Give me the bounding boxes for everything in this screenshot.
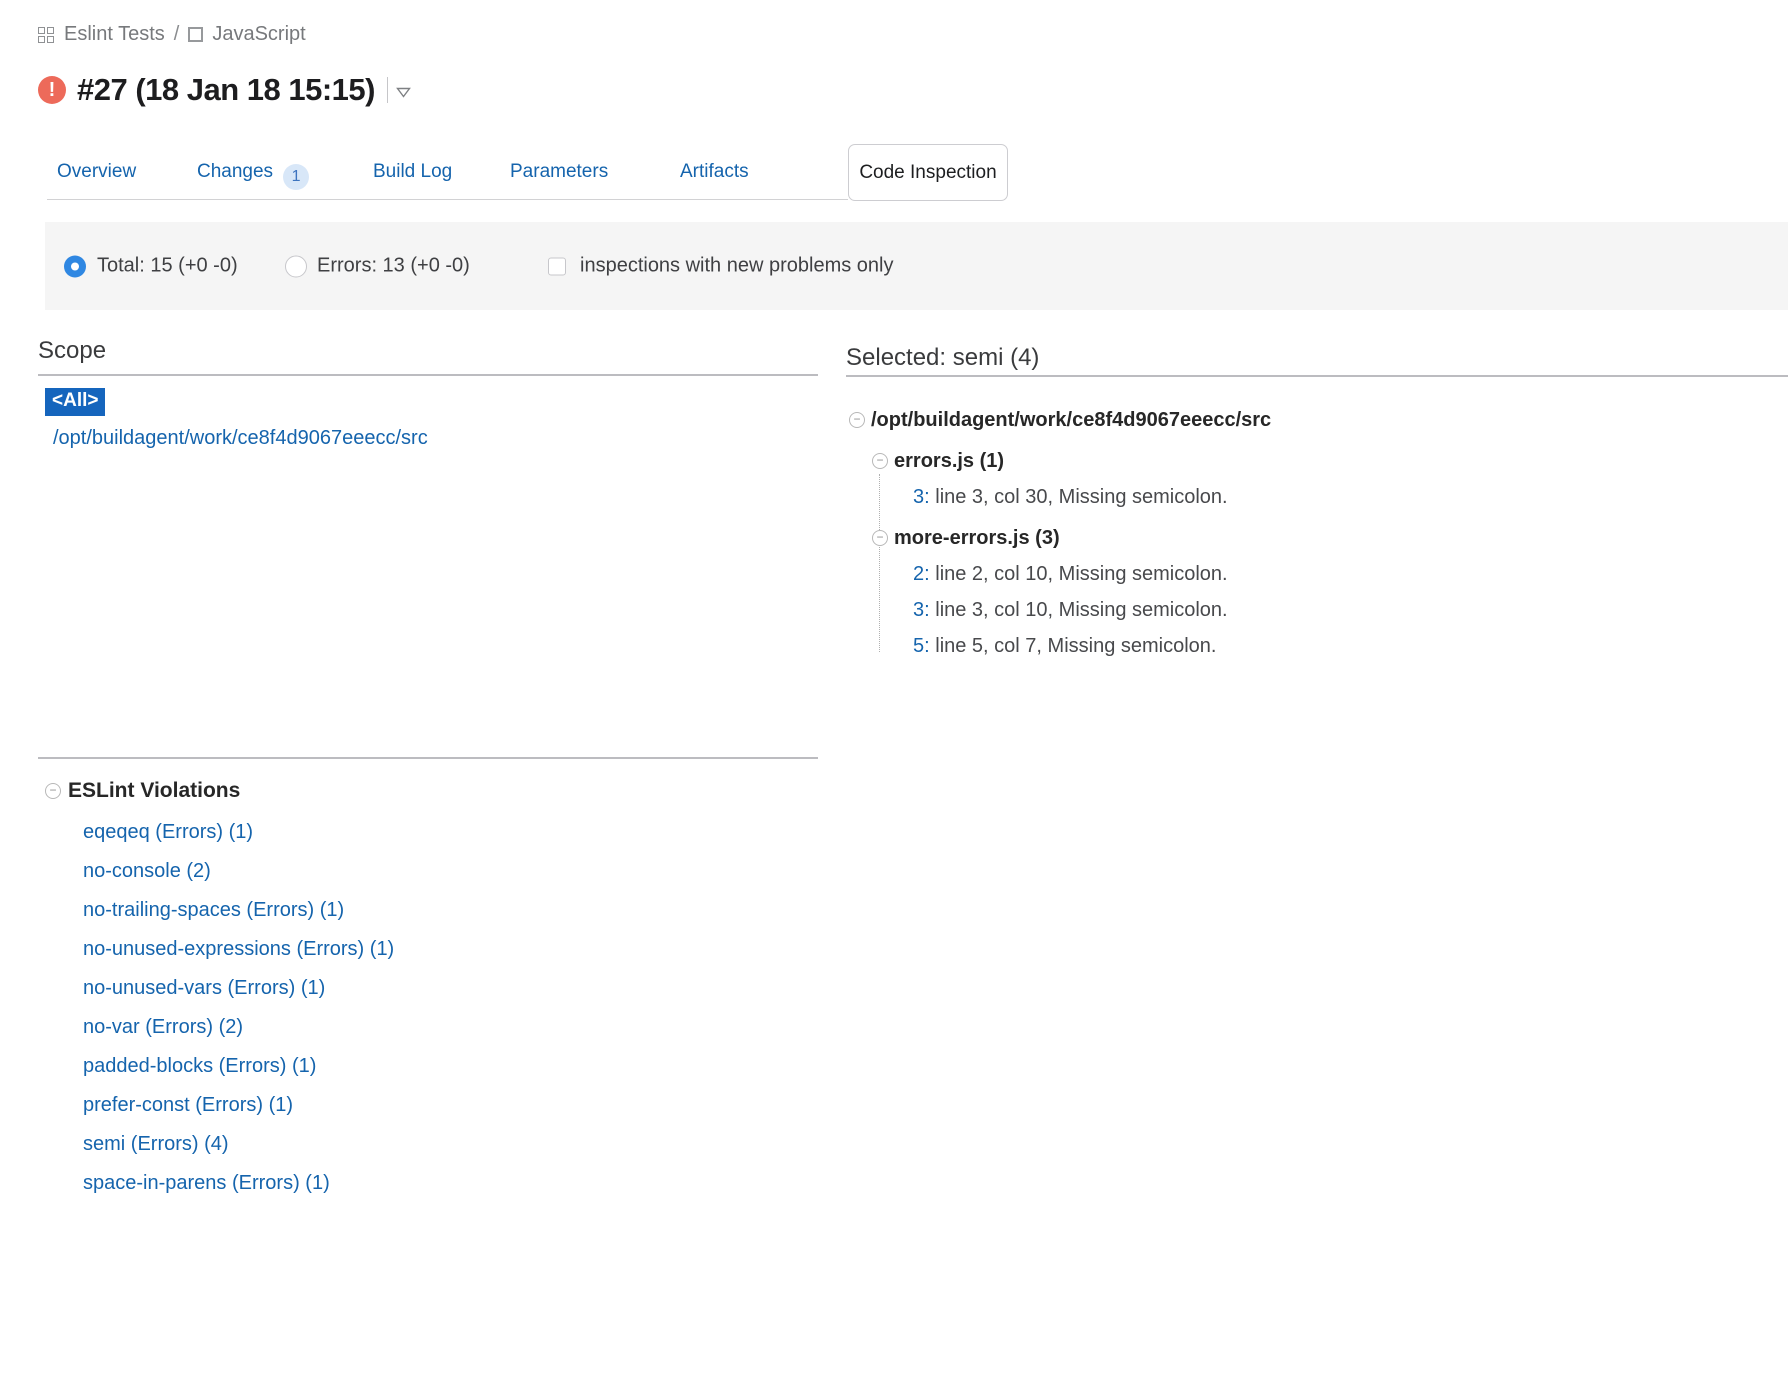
build-failed-icon: ! <box>38 76 66 104</box>
build-type-icon <box>188 27 203 42</box>
changes-count-badge: 1 <box>283 164 309 190</box>
tab-artifacts[interactable]: Artifacts <box>680 161 749 182</box>
issue-message: line 5, col 7, Missing semicolon. <box>929 634 1217 657</box>
scope-all-selected[interactable]: <All> <box>45 388 105 416</box>
new-problems-filter <box>548 255 894 278</box>
issue-message: line 3, col 30, Missing semicolon. <box>929 485 1228 508</box>
tab-parameters[interactable]: Parameters <box>510 161 609 182</box>
violation-rule-link[interactable]: eqeqeq (Errors) (1) <box>83 821 254 843</box>
tab-overview[interactable]: Overview <box>57 161 137 182</box>
violation-rule-link[interactable]: no-console (2) <box>83 860 211 882</box>
inspection-filter-bar <box>45 222 1788 310</box>
collapse-icon[interactable]: − <box>872 530 888 546</box>
violation-rule-link[interactable]: no-unused-vars (Errors) (1) <box>83 977 326 999</box>
total-radio-label[interactable]: Total: 15 (+0 -0) <box>97 254 238 277</box>
issue-message: line 2, col 10, Missing semicolon. <box>929 562 1228 585</box>
violation-rule-link[interactable]: no-var (Errors) (2) <box>83 1016 244 1038</box>
violations-header <box>45 779 240 803</box>
build-actions-dropdown-icon[interactable] <box>396 83 411 98</box>
selected-divider <box>846 375 1788 377</box>
violations-title: ESLint Violations <box>68 779 241 802</box>
violation-rule-link[interactable]: space-in-parens (Errors) (1) <box>83 1172 330 1194</box>
violations-top-divider <box>38 757 818 759</box>
tab-build-log[interactable]: Build Log <box>373 161 453 182</box>
tab-changes[interactable]: Changes 1 <box>197 161 309 190</box>
breadcrumb <box>38 23 306 46</box>
issue-line-link[interactable]: 2: <box>913 562 930 585</box>
tree-file-name: errors.js (1) <box>894 449 1005 472</box>
issue-message: line 3, col 10, Missing semicolon. <box>929 598 1228 621</box>
violation-rule-link[interactable]: padded-blocks (Errors) (1) <box>83 1055 317 1077</box>
violation-rule-link[interactable]: no-trailing-spaces (Errors) (1) <box>83 899 345 921</box>
title-divider <box>387 77 388 103</box>
total-filter <box>64 255 238 278</box>
errors-radio[interactable] <box>285 255 307 277</box>
errors-radio-label[interactable]: Errors: 13 (+0 -0) <box>317 254 470 277</box>
issue-line-link[interactable]: 3: <box>913 485 930 508</box>
scope-title: Scope <box>38 337 107 364</box>
selected-tree <box>846 402 1566 664</box>
tab-strip-divider <box>47 199 848 200</box>
tree-file-name: more-errors.js (3) <box>894 526 1060 549</box>
issue-line-link[interactable]: 5: <box>913 634 930 657</box>
total-radio[interactable] <box>64 255 86 277</box>
new-problems-checkbox-label[interactable]: inspections with new problems only <box>580 254 894 277</box>
scope-path-link[interactable]: /opt/buildagent/work/ce8f4d9067eeecc/src <box>53 427 428 449</box>
violations-list <box>83 813 394 1203</box>
violation-rule-link[interactable]: prefer-const (Errors) (1) <box>83 1094 294 1116</box>
scope-divider <box>38 374 818 376</box>
tab-code-inspection-active[interactable]: Code Inspection <box>848 144 1008 201</box>
collapse-icon[interactable]: − <box>872 453 888 469</box>
breadcrumb-project-link[interactable]: Eslint Tests <box>64 23 165 45</box>
tree-root-path: /opt/buildagent/work/ce8f4d9067eeecc/src <box>871 408 1272 431</box>
page-title: #27 (18 Jan 18 15:15) <box>77 72 375 107</box>
breadcrumb-separator: / <box>173 23 180 45</box>
project-grid-icon <box>38 27 54 43</box>
selected-title: Selected: semi (4) <box>846 344 1040 371</box>
errors-filter <box>285 255 470 278</box>
collapse-icon[interactable]: − <box>849 412 865 428</box>
breadcrumb-buildtype-link[interactable]: JavaScript <box>212 23 306 45</box>
violation-rule-link[interactable]: no-unused-expressions (Errors) (1) <box>83 938 395 960</box>
issue-line-link[interactable]: 3: <box>913 598 930 621</box>
collapse-icon[interactable]: − <box>45 783 61 799</box>
violation-rule-link[interactable]: semi (Errors) (4) <box>83 1133 229 1155</box>
new-problems-checkbox[interactable] <box>548 257 566 275</box>
build-title-row <box>38 72 411 108</box>
